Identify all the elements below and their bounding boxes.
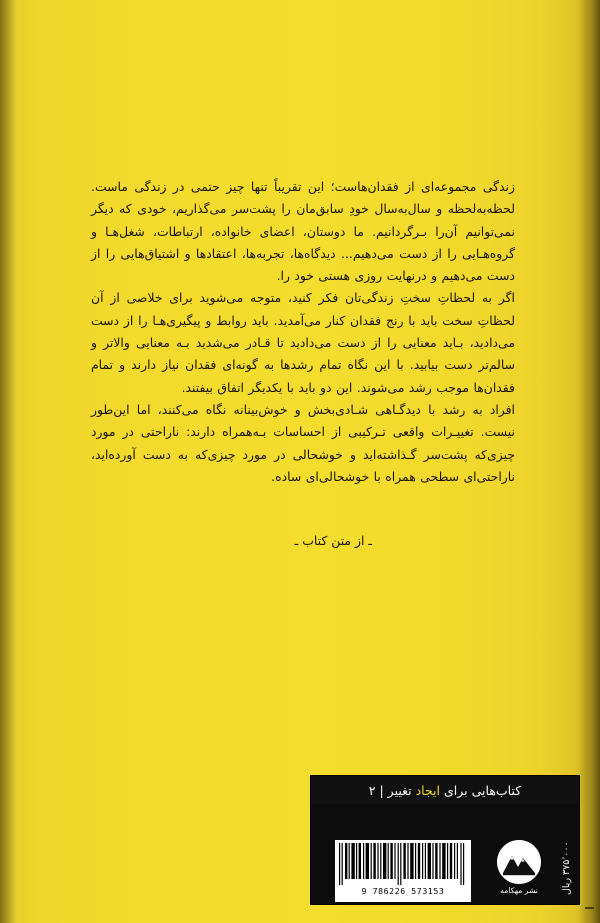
mountain-peaks-icon [497,840,541,884]
mountain-peaks-glyph [497,840,541,884]
bottom-info-panel [310,775,580,905]
series-label [369,783,521,798]
series-label-bar [311,776,579,804]
corner-dash [585,907,594,909]
panel-body [311,804,579,904]
blurb-paragraph-1: زندگی مجموعه‌ای از فقدان‌هاست؛ این تقریباً تنها چیز حتمی در زندگی ماست. لحظه‌به‌لحظه و سال‌به‌سال خودِ سابق‌مان را پشت‌سر می‌گذاریم، خودی که دیگر نمی‌توانیم آن‌را بـرگردانیم. ما دوستان، اعضای خانواده، ارتباطات، شغل‌هـا و گروه‌هـایی را از دست می‌دهیم... دیدگاه‌ها، تجربه‌ها، اعتقادها و اشتیاق‌هایی را از دست می‌دهیم و درنهایت روزی هستی خود را. [91,179,515,284]
blurb-text [91,176,515,488]
publisher-logo [487,840,551,902]
blurb-paragraph-3: افراد به رشد با دیدگـاهی شـادی‌بخش و خوش‌بینانه نگاه می‌کنند، اما این‌طور نیست. تغییـرات واقعی تـرکیبی از احساسات بـه‌همراه دارند: ناراحتی در مورد چیزی‌که پشت‌سر گـذاشته‌اید و خوشحالی در مورد چیزی‌که به دست آورده‌اید، ناراحتی‌ای سطحی همراه با خوشحالی‌ای ساده. [91,401,515,484]
barcode [335,840,471,902]
series-label-after: تغییر | ۲ [368,782,412,798]
blurb-paragraph-2: اگر به لحظاتِ سختِ زندگی‌تان فکر کنید، متوجه می‌شوید برای خلاصی از آن لحظاتِ سخت باید با رنج فقدان کنار می‌آمدید. باید روابط و پیگیری‌هـا را از دست می‌دادید، بـاید معنایی را از دست می‌دادید تا قـادر می‌شدید بـه معنایی والاتر و سالم‌تر دست بیابید. با این نگاه تمام رشدها به گونه‌ای فقدان نیاز دارند و تمام فقدان‌ها موجب رشد می‌شوند. این دو باید با یکدیگر اتفاق بیفتند. [91,290,515,395]
source-credit: ـ از متن کتاب ـ [294,533,372,548]
price-label: ۳۷۵٬۰۰۰ ریال [561,841,572,895]
publisher-name: نشر مهکامه [500,886,538,895]
series-label-before: کتاب‌هایی برای [444,782,522,798]
barcode-bars-icon [339,843,467,885]
barcode-digits: 9 786226 573153 [361,886,445,896]
series-label-accent: ایجاد [415,782,441,798]
